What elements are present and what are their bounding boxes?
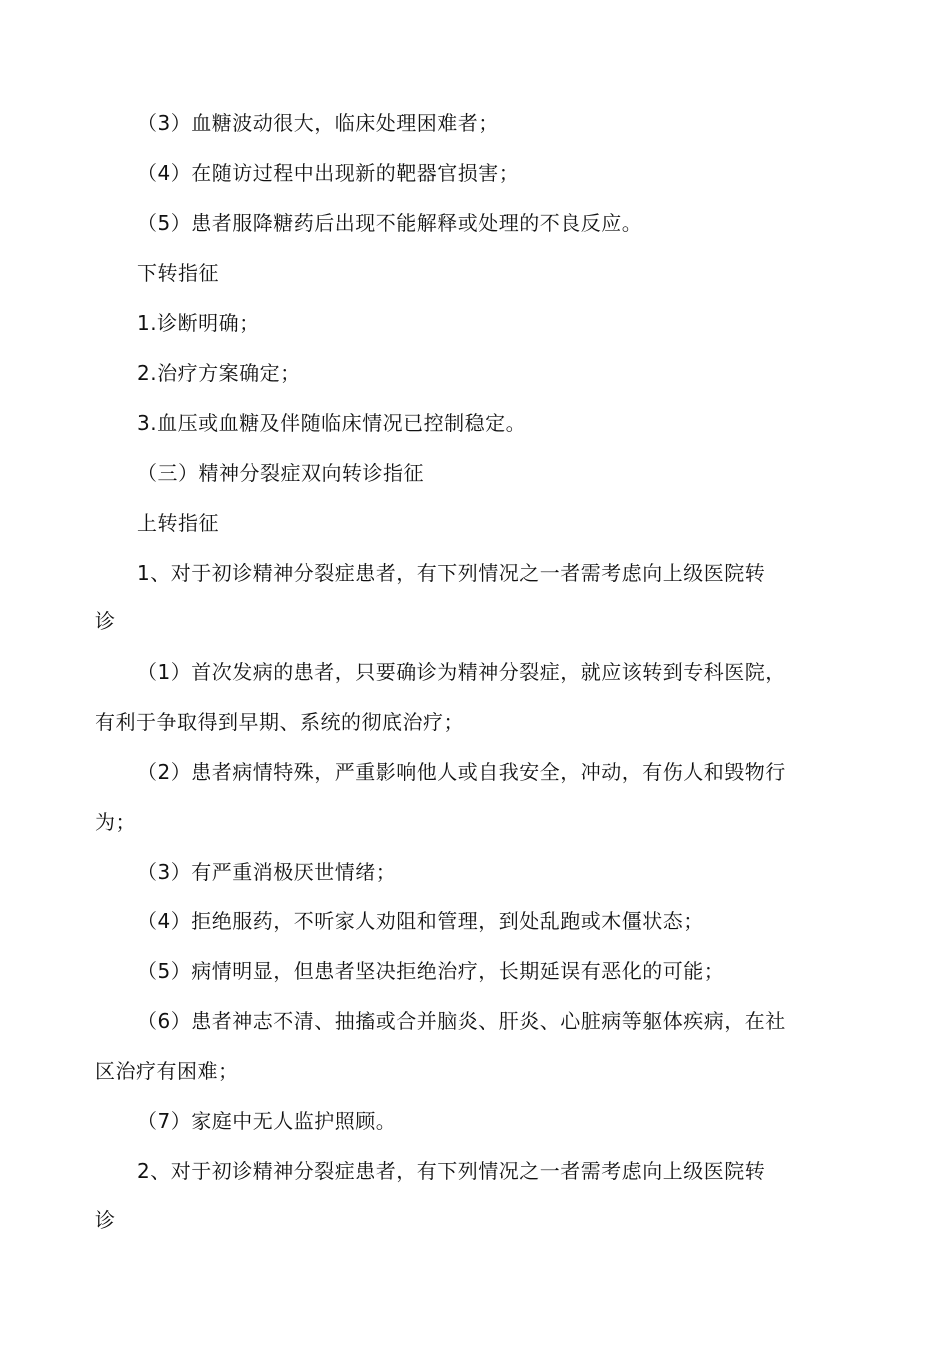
text-line: （1）首次发病的患者，只要确诊为精神分裂症，就应该转到专科医院， [137,660,786,684]
text-line: （5）病情明显，但患者坚决拒绝治疗，长期延误有恶化的可能； [137,959,725,983]
text-line: （3）有严重消极厌世情绪； [137,860,397,884]
text-line: 有利于争取得到早期、系统的彻底治疗； [95,710,464,734]
text-line: （7）家庭中无人监护照顾。 [137,1109,397,1133]
text-line: （4）在随访过程中出现新的靶器官损害； [137,161,520,185]
section-heading: 下转指征 [137,261,219,285]
text-line: （2）患者病情特殊，严重影响他人或自我安全，冲动，有伤人和毁物行 [137,760,786,784]
text-line: 区治疗有困难； [95,1059,239,1083]
text-line: （3）血糖波动很大，临床处理困难者； [137,111,499,135]
text-line: 诊 [95,609,116,633]
text-line: （5）患者服降糖药后出现不能解释或处理的不良反应。 [137,211,643,235]
section-heading: 上转指征 [137,511,219,535]
text-line: （4）拒绝服药，不听家人劝阻和管理，到处乱跑或木僵状态； [137,909,704,933]
text-line: 2.治疗方案确定； [137,361,301,385]
text-line: 诊 [95,1208,116,1232]
section-heading: （三）精神分裂症双向转诊指征 [137,461,424,485]
text-line: 1、对于初诊精神分裂症患者，有下列情况之一者需考虑向上级医院转 [137,561,766,585]
text-line: （6）患者神志不清、抽搐或合并脑炎、肝炎、心脏病等躯体疾病，在社 [137,1009,786,1033]
text-line: 3.血压或血糖及伴随临床情况已控制稳定。 [137,411,527,435]
text-line: 为； [95,810,136,834]
text-line: 1.诊断明确； [137,311,260,335]
text-line: 2、对于初诊精神分裂症患者，有下列情况之一者需考虑向上级医院转 [137,1159,766,1183]
